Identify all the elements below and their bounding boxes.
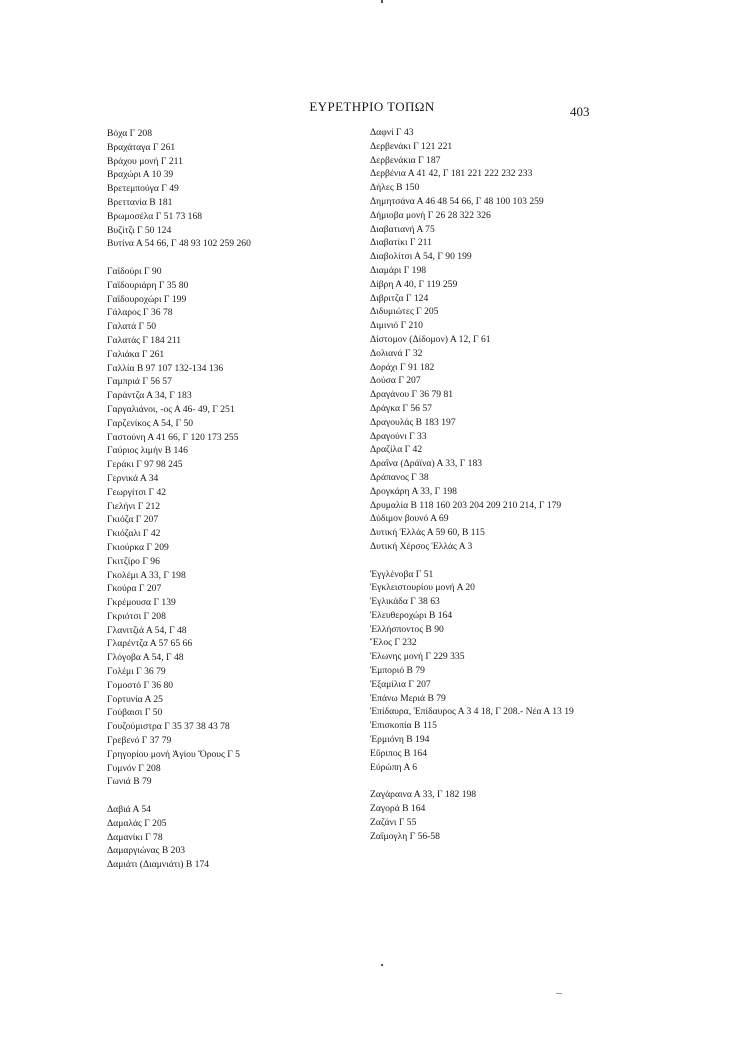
index-entry: Δράγκα Γ 56 57 [370, 402, 432, 414]
index-entry: Δημητσάνα Α 46 48 54 66, Γ 48 100 103 259 [370, 195, 544, 207]
index-entry: Δερβένια Α 41 42, Γ 181 221 222 232 233 [370, 168, 533, 180]
index-entry: Δυτική Ἑλλάς Α 59 60, Β 115 [370, 527, 485, 539]
page-number: 403 [570, 104, 590, 119]
index-entry: Γεράκι Γ 97 98 245 [107, 459, 183, 471]
index-entry: Ἑρμιόνη Β 194 [370, 734, 430, 746]
index-entry: Γκιόζαλι Γ 42 [107, 528, 161, 540]
index-entry: Δραγούνι Γ 33 [370, 430, 427, 442]
index-entry: Δραγάνου Γ 36 79 81 [370, 389, 454, 401]
index-entry: Βρεττανία Β 181 [107, 196, 173, 208]
page-title: ΕΥΡΕΤΗΡΙΟ ΤΟΠΩΝ [309, 99, 435, 114]
index-entry: Ἐπάνω Μεριά Β 79 [370, 692, 446, 704]
index-entry: Δαβιά Α 54 [107, 804, 151, 816]
index-entry: Ἕλος Γ 232 [370, 637, 417, 649]
index-entry: Δαμαλάς Γ 205 [107, 817, 167, 829]
index-entry: Δοράχι Γ 91 182 [370, 361, 435, 373]
index-entry: Βραχώρι Α 10 39 [107, 169, 174, 181]
index-entry: Δίστομον (Δίδομον) Α 12, Γ 61 [370, 333, 491, 345]
index-entry: Βόχα Γ 208 [107, 128, 153, 139]
index-entry: Γλαρέντζα Α 57 65 66 [107, 638, 193, 650]
index-entry: Γούβαισι Γ 50 [107, 707, 163, 719]
index-entry: Ἐλωνης μονή Γ 229 335 [370, 651, 465, 663]
index-entry: Διμινιό Γ 210 [370, 320, 423, 332]
index-entry: Γκολέμι Α 33, Γ 198 [107, 569, 186, 581]
index-entry: Διαβατιανή Α 75 [370, 223, 435, 235]
index-entry: Γαϊδούρι Γ 90 [107, 265, 162, 277]
scan-mark-top-dot [381, 0, 383, 3]
index-entry: Ἐπίδαυρα, Ἐπίδαυρος Α 3 4 18, Γ 208.- Νέα Α 13 19 [370, 706, 574, 718]
index-column-right [370, 126, 600, 843]
index-entry: Δρυμαλία Β 118 160 203 204 209 210 214, Γ 179 [370, 499, 562, 511]
index-entry: Γαμπριά Γ 56 57 [107, 376, 172, 388]
scan-mark-bottom-dash [556, 993, 562, 994]
index-entry: Ζαΐμογλη Γ 56-58 [370, 830, 440, 842]
index-entry: Γκιόζα Γ 207 [107, 514, 159, 526]
index-entry: Δρογκάρη Α 33, Γ 198 [370, 485, 457, 497]
index-entry: Δύδιμον βουνό Α 69 [370, 513, 449, 525]
index-entry: Γρεβενό Γ 37 79 [107, 735, 172, 747]
group-gap [370, 554, 600, 568]
index-entry: Γερνικά Α 34 [107, 472, 159, 484]
index-entry: Γαλιάκα Γ 261 [107, 348, 165, 360]
index-entry: Γαλατά Γ 50 [107, 321, 157, 333]
index-entry: Δήλες Β 150 [370, 182, 420, 194]
index-entry: Ἑλλήσποντος Β 90 [370, 623, 444, 635]
index-entry: Βυτίνα Α 54 66, Γ 48 93 102 259 260 [107, 238, 251, 250]
index-entry: Γολέμι Γ 36 79 [107, 666, 166, 678]
index-entry: Γεωργίτσι Γ 42 [107, 486, 167, 498]
group-gap [107, 789, 377, 803]
index-column-left [107, 127, 377, 872]
index-entry: Βράχου μονή Γ 211 [107, 155, 183, 167]
index-entry: Γιελήνι Γ 212 [107, 500, 161, 512]
index-entry: Βραχάταγα Γ 261 [107, 141, 176, 153]
index-entry: Γκριότσι Γ 208 [107, 610, 166, 622]
index-entry: Γωνιά Β 79 [107, 776, 152, 788]
index-entry: Ἐλευθεροχώρι Β 164 [370, 609, 453, 621]
index-entry: Δούσα Γ 207 [370, 375, 421, 387]
index-entry: Διαμάρι Γ 198 [370, 264, 427, 276]
group-gap [370, 774, 600, 788]
index-entry: Γαύριος λιμήν Β 146 [107, 445, 188, 457]
index-entry: Εὔριπος Β 164 [370, 747, 428, 759]
index-entry: Δραγουλάς Β 183 197 [370, 416, 456, 428]
scan-mark-bottom-dot [381, 964, 383, 966]
index-entry: Γαλλία Β 97 107 132-134 136 [107, 362, 224, 374]
index-entry: Γκιτζίρο Γ 96 [107, 555, 160, 567]
index-entry: Δαμαργιώνας Β 203 [107, 845, 186, 857]
index-entry: Ζαζάνι Γ 55 [370, 816, 417, 828]
index-entry: Βυζίτζι Γ 50 124 [107, 224, 172, 236]
index-entry: Ἐπισκοπία Β 115 [370, 720, 437, 732]
index-entry: Ζαγάραινα Α 33, Γ 182 198 [370, 789, 477, 801]
index-entry: Ἐγγλένοβα Γ 51 [370, 568, 434, 580]
index-entry: Γρηγορίου μονή Ἁγίου Ὄρους Γ 5 [107, 748, 240, 760]
group-gap [107, 251, 377, 265]
index-entry: Γαρζενίκος Α 54, Γ 50 [107, 417, 194, 429]
index-entry: Γουζούμιστρα Γ 35 37 38 43 78 [107, 721, 230, 733]
index-entry: Δραΐνα (Δράϊνα) Α 33, Γ 183 [370, 458, 483, 470]
index-entry: Γκούρα Γ 207 [107, 583, 162, 595]
index-entry: Διαβολίτσι Α 54, Γ 90 199 [370, 251, 472, 263]
index-entry: Εὐρώπη Α 6 [370, 761, 418, 773]
index-entry: Βρωμοσέλα Γ 51 73 168 [107, 210, 203, 222]
index-entry: Γαράντζα Α 34, Γ 183 [107, 390, 192, 402]
index-entry: Γαστούνη Α 41 66, Γ 120 173 255 [107, 431, 239, 443]
index-entry: Δερβενάκι Γ 121 221 [370, 140, 453, 152]
index-entry: Δραζίλα Γ 42 [370, 444, 423, 456]
index-entry: Ἐγκλειστουρίου μονή Α 20 [370, 582, 475, 594]
index-entry: Δερβενάκια Γ 187 [370, 154, 441, 166]
index-entry: Γλανιτζιά Α 54, Γ 48 [107, 624, 187, 636]
index-entry: Γάλαρος Γ 36 78 [107, 307, 173, 319]
index-entry: Γλόγοβα Α 54, Γ 48 [107, 652, 184, 664]
index-entry: Ἐμποριό Β 79 [370, 665, 425, 677]
index-entry: Γορτυνία Α 25 [107, 693, 163, 705]
index-entry: Γομοστό Γ 36 80 [107, 679, 174, 691]
index-entry: Ζαγορά Β 164 [370, 803, 426, 815]
index-entry: Γκρέμουσα Γ 139 [107, 597, 176, 609]
index-entry: Δήμιοβα μονή Γ 26 28 322 326 [370, 209, 491, 221]
index-entry: Διαβατίκι Γ 211 [370, 237, 432, 249]
index-entry: Δαμιάτι (Διαμνιάτι) Β 174 [107, 859, 210, 871]
index-entry: Βρετεμπούγα Γ 49 [107, 183, 179, 195]
index-entry: Γυμνόν Γ 208 [107, 762, 161, 774]
index-entry: Γαλατάς Γ 184 211 [107, 334, 182, 346]
index-entry: Δίβρη Α 40, Γ 119 259 [370, 278, 458, 290]
index-entry: Γαϊδουριάρη Γ 35 80 [107, 279, 189, 291]
index-entry: Δυτική Χέρσος Ἑλλάς Α 3 [370, 540, 473, 552]
index-entry: Ἐγλικάδα Γ 38 63 [370, 596, 440, 608]
index-entry: Δολιανά Γ 32 [370, 347, 423, 359]
index-entry: Δαμανίκι Γ 78 [107, 831, 163, 843]
index-entry: Γκιούρκα Γ 209 [107, 541, 169, 553]
index-entry: Διδυμιώτες Γ 205 [370, 306, 439, 318]
index-entry: Ἐξαμίλια Γ 207 [370, 678, 431, 690]
index-entry: Γαργαλιάνοι, -ος Α 46- 49, Γ 251 [107, 403, 235, 415]
index-entry: Γαϊδουροχώρι Γ 199 [107, 293, 187, 305]
index-entry: Δαφνί Γ 43 [370, 127, 414, 138]
index-entry: Διβριτζα Γ 124 [370, 292, 429, 304]
index-entry: Δράπανος Γ 38 [370, 471, 429, 483]
